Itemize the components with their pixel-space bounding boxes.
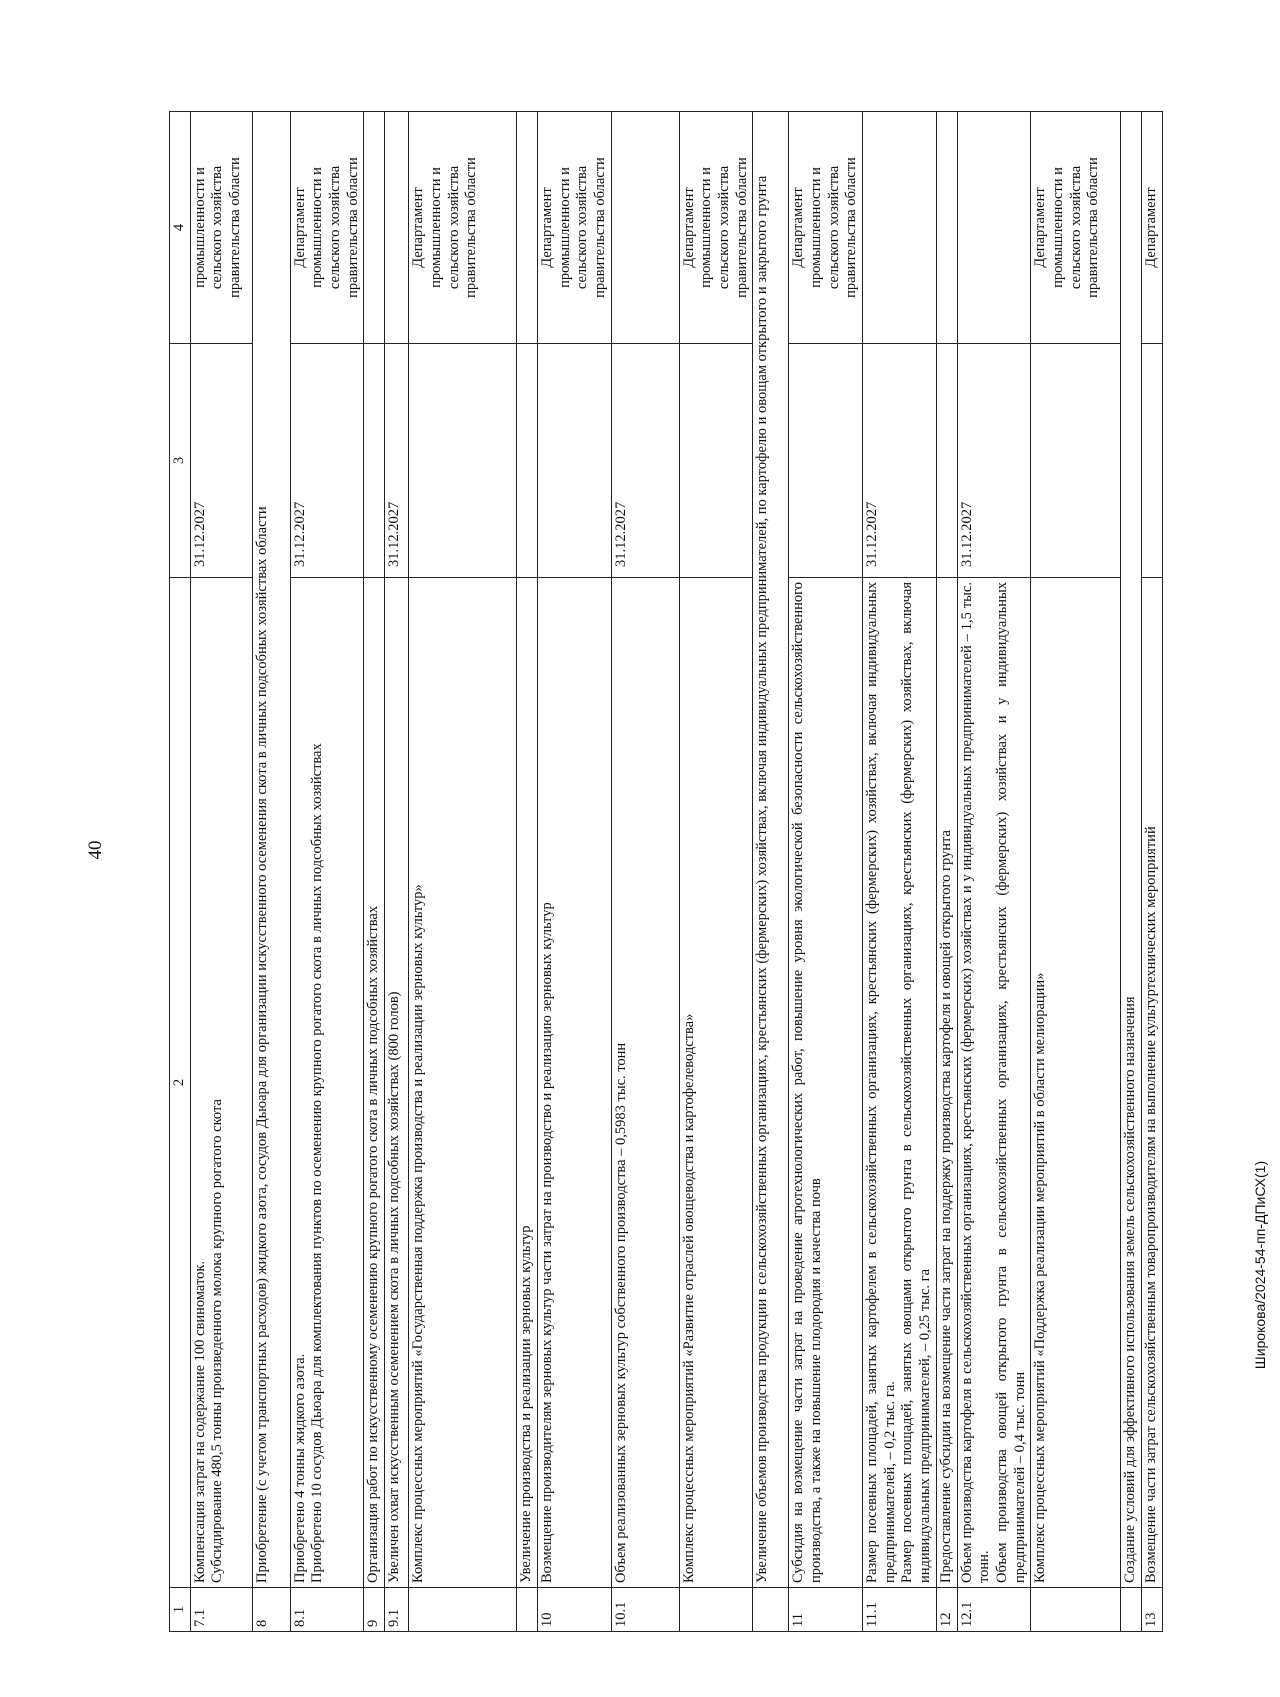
row-description-cell: Возмещение производителям зерновых культур части затрат на производство и реализацию зерновых культур: [537, 578, 611, 1588]
table-row: [611, 112, 679, 1632]
row-description-cell: Комплекс процессных мероприятий «Государственная поддержка производства и реализации зерновых культур»: [409, 578, 517, 1588]
table-row: [1141, 112, 1162, 1632]
rotated-table-container: [169, 112, 1159, 1632]
row-number-cell: [1031, 1588, 1121, 1632]
row-responsible-cell: Департамент промышленности и сельского хозяйства правительства области: [537, 112, 611, 344]
row-responsible-cell: Департамент промышленности и сельского хозяйства правительства области: [679, 112, 753, 344]
table-row: [385, 112, 409, 1632]
row-number-cell: 11: [789, 1588, 863, 1632]
row-responsible-cell: [611, 112, 679, 344]
table-row: [537, 112, 611, 1632]
row-responsible-cell: Департамент промышленности и сельского хозяйства правительства области: [290, 112, 364, 344]
row-description-cell: Компенсация затрат на содержание 100 свиноматок. Субсидирование 480,5 тонны произведенного молока крупного рогатого скота: [190, 578, 252, 1588]
table-row: [409, 112, 517, 1632]
row-number-cell: 7.1: [190, 1588, 252, 1632]
table-row: [517, 112, 538, 1632]
row-description-cell: Увеличение производства и реализации зерновых культур: [517, 578, 538, 1588]
row-description-cell: Приобретено 4 тонны жидкого азота. Приобретено 10 сосудов Дьюара для комплектования пунктов по осеменению крупного рогатого скота в личных подсобных хозяйствах: [290, 578, 364, 1588]
row-description-cell: Предоставление субсидии на возмещение части затрат на поддержку производства картофеля и овощей открытого грунта: [936, 578, 957, 1588]
table-row: [936, 112, 957, 1632]
row-number-cell: 9: [364, 1588, 385, 1632]
header-cell: 2: [170, 578, 191, 1588]
row-number-cell: [517, 1588, 538, 1632]
row-number-cell: [753, 1588, 789, 1632]
table-row: [290, 112, 364, 1632]
row-responsible-cell: [936, 112, 957, 344]
row-date-cell: [409, 344, 517, 578]
row-date-cell: [517, 344, 538, 578]
row-responsible-cell: Департамент промышленности и сельского хозяйства правительства области: [1031, 112, 1121, 344]
row-description-cell: Увеличен охват искусственным осеменением скота в личных подсобных хозяйствах (800 голов): [385, 578, 409, 1588]
footer-document-id: Широкова/2024-54-пп-ДПиСХ(1): [1252, 1160, 1268, 1370]
table-row: [252, 112, 290, 1632]
row-date-cell: [789, 344, 863, 578]
row-description-cell: Организация работ по искусственному осеменению крупного рогатого скота в личных подсобных хозяйствах: [364, 578, 385, 1588]
row-date-cell: 31.12.2027: [385, 344, 409, 578]
row-number-cell: 11.1: [863, 1588, 937, 1632]
row-number-cell: [409, 1588, 517, 1632]
row-number-cell: 10.1: [611, 1588, 679, 1632]
row-responsible-cell: Департамент промышленности и сельского хозяйства правительства области: [409, 112, 517, 344]
row-date-cell: 31.12.2027: [290, 344, 364, 578]
table-row: [1121, 112, 1142, 1632]
row-description-cell: Комплекс процессных мероприятий «Развитие отраслей овощеводства и картофелеводства»: [679, 578, 753, 1588]
row-number-cell: [679, 1588, 753, 1632]
row-date-cell: [537, 344, 611, 578]
row-date-cell: 31.12.2027: [957, 344, 1031, 578]
row-date-cell: 31.12.2027: [611, 344, 679, 578]
row-description-cell: Комплекс процессных мероприятий «Поддержка реализации мероприятий в области мелиорации»: [1031, 578, 1121, 1588]
header-row: [170, 112, 191, 1632]
row-date-cell: [364, 344, 385, 578]
row-responsible-cell: [863, 112, 937, 344]
row-description-cell: Возмещение части затрат сельскохозяйственным товаропроизводителям на выполнение культуртехнических мероприятий: [1141, 578, 1162, 1588]
row-number-cell: 8: [252, 1588, 290, 1632]
header-cell: 1: [170, 1588, 191, 1632]
table-row: [364, 112, 385, 1632]
row-date-cell: 31.12.2027: [863, 344, 937, 578]
header-cell: 3: [170, 344, 191, 578]
row-description-cell: Объем производства картофеля в сельскохозяйственных организациях, крестьянских (фермерских) хозяйствах и у индивидуальных предпринимателей – 1,5 тыс. тонн. Объем производства овощей открытого грунта в сельскохозяйственных организациях, крестьянских (фермерских) хозяйствах и у индивидуальных предпринимателей – 0,4 тыс. тонн: [957, 578, 1031, 1588]
row-number-cell: 13: [1141, 1588, 1162, 1632]
row-number-cell: 12.1: [957, 1588, 1031, 1632]
row-number-cell: 9.1: [385, 1588, 409, 1632]
row-description-cell: Создание условий для эффективного использования земель сельскохозяйственного назначения: [1121, 112, 1142, 1588]
table-row: [753, 112, 789, 1632]
row-description-cell: Увеличение объемов производства продукции в сельскохозяйственных организациях, крестьянских (фермерских) хозяйствах, включая индивидуальных предпринимателей, по картофелю и овощам открытого и закрытого грунта: [753, 112, 789, 1588]
row-number-cell: 8.1: [290, 1588, 364, 1632]
table-row: [190, 112, 252, 1632]
table-row: [679, 112, 753, 1632]
row-date-cell: [679, 344, 753, 578]
row-responsible-cell: [517, 112, 538, 344]
row-responsible-cell: [364, 112, 385, 344]
table-row: [789, 112, 863, 1632]
row-responsible-cell: промышленности и сельского хозяйства правительства области: [190, 112, 252, 344]
row-responsible-cell: Департамент промышленности и сельского хозяйства правительства области: [789, 112, 863, 344]
header-cell: 4: [170, 112, 191, 344]
plan-table: [169, 111, 1163, 1632]
row-responsible-cell: [385, 112, 409, 344]
row-description-cell: Объем реализованных зерновых культур собственного производства – 0,5983 тыс. тонн: [611, 578, 679, 1588]
table-row: [863, 112, 937, 1632]
row-number-cell: 10: [537, 1588, 611, 1632]
row-description-cell: Приобретение (с учетом транспортных расходов) жидкого азота, сосудов Дьюара для организации искусственного осеменения скота в личных подсобных хозяйствах области: [252, 112, 290, 1588]
table-row: [1031, 112, 1121, 1632]
row-responsible-cell: [957, 112, 1031, 344]
table-row: [957, 112, 1031, 1632]
row-date-cell: [1031, 344, 1121, 578]
row-date-cell: [1141, 344, 1162, 578]
page-number: 40: [85, 840, 106, 860]
row-number-cell: [1121, 1588, 1142, 1632]
row-date-cell: 31.12.2027: [190, 344, 252, 578]
row-description-cell: Размер посевных площадей, занятых картофелем в сельскохозяйственных организациях, крестьянских (фермерских) хозяйствах, включая индивидуальных предпринимателей, – 0,2 тыс. га. Размер посевных площадей, занятых овощами открытого грунта в сельскохозяйственных организациях, крестьянских (фермерских) хозяйствах, включая индивидуальных предпринимателей, – 0,25 тыс. га: [863, 578, 937, 1588]
row-number-cell: 12: [936, 1588, 957, 1632]
row-description-cell: Субсидия на возмещение части затрат на проведение агротехнологических работ, повышение уровня экологической безопасности сельскохозяйственного производства, а также на повышение плодородия и качества почв: [789, 578, 863, 1588]
row-responsible-cell: Департамент: [1141, 112, 1162, 344]
row-date-cell: [936, 344, 957, 578]
